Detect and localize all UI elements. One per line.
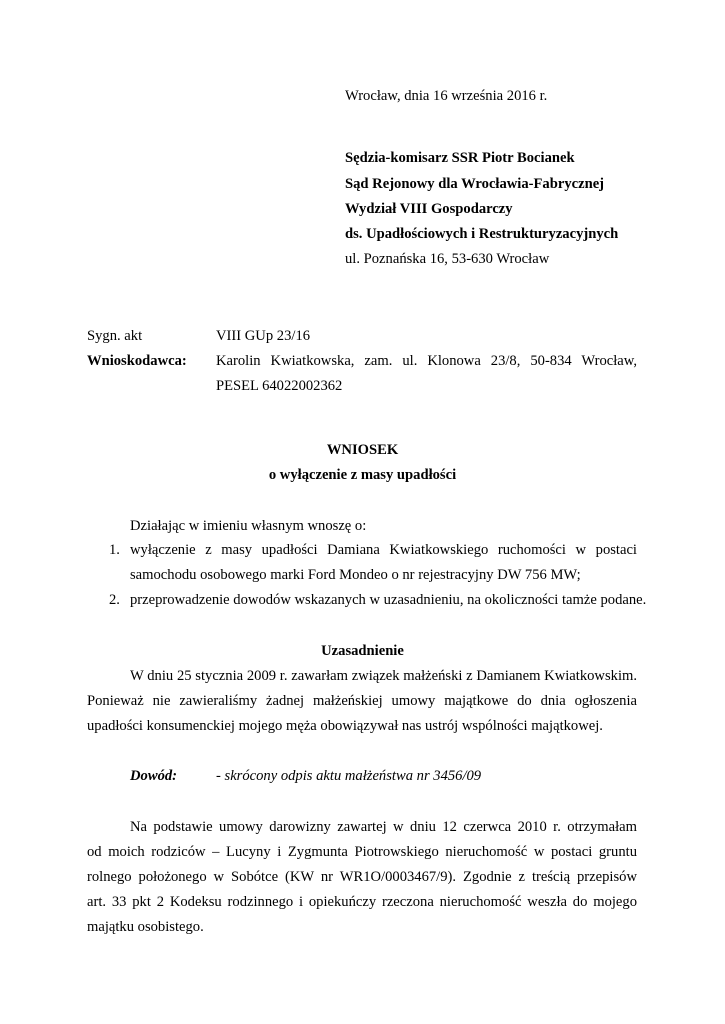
request-1-number: 1. xyxy=(109,542,120,558)
case-number-value: VIII GUp 23/16 xyxy=(216,328,311,344)
request-2-line1: przeprowadzenie dowodów wskazanych w uzasadnieniu, na okoliczności tamże podane. xyxy=(130,592,647,608)
document-title: WNIOSEK xyxy=(326,442,399,458)
justification-heading: Uzasadnienie xyxy=(321,643,404,659)
applicant-label: Wnioskodawca: xyxy=(87,353,187,369)
justification-p1-line2: Ponieważ nie zawieraliśmy żadnej małżeńskiej umowy majątkowe do dnia ogłoszenia xyxy=(87,693,637,709)
justification-p2-line1: Na podstawie umowy darowizny zawartej w dniu 12 czerwca 2010 r. otrzymałam xyxy=(130,819,637,835)
request-1-line1: wyłączenie z masy upadłości Damiana Kwiatkowskiego ruchomości w postaci xyxy=(130,542,637,558)
addressee-court: Sąd Rejonowy dla Wrocławia-Fabrycznej xyxy=(345,176,605,192)
addressee-division: Wydział VIII Gospodarczy xyxy=(345,201,513,217)
applicant-value-line2: PESEL 64022002362 xyxy=(216,378,343,394)
justification-p1-line1: W dniu 25 stycznia 2009 r. zawarłam związek małżeński z Damianem Kwiatkowskim. xyxy=(130,668,637,684)
request-2-number: 2. xyxy=(109,592,120,608)
applicant-value-line1: Karolin Kwiatkowska, zam. ul. Klonowa 23/8, 50-834 Wrocław, xyxy=(216,353,637,369)
addressee-address: ul. Poznańska 16, 53-630 Wrocław xyxy=(345,251,550,267)
justification-p1-line3: upadłości konsumenckiej mojego męża obowiązywał nas ustrój wspólności majątkowej. xyxy=(87,718,603,734)
place-date: Wrocław, dnia 16 września 2016 r. xyxy=(345,88,548,104)
justification-p2-line4: art. 33 pkt 2 Kodeksu rodzinnego i opiekuńczy rzeczona nieruchomość weszła do mojego xyxy=(87,894,637,910)
request-1-line2: samochodu osobowego marki Ford Mondeo o nr rejestracyjny DW 756 MW; xyxy=(130,567,581,583)
requests-intro: Działając w imieniu własnym wnoszę o: xyxy=(130,518,367,534)
justification-p2-line3: rolnego położonego w Sobótce (KW nr WR1O/0003467/9). Zgodnie z treścią przepisów xyxy=(87,869,637,885)
addressee-department: ds. Upadłościowych i Restrukturyzacyjnych xyxy=(345,226,619,242)
justification-p2-line5: majątku osobistego. xyxy=(87,919,204,935)
document-subtitle: o wyłączenie z masy upadłości xyxy=(268,467,457,483)
evidence-value: - skrócony odpis aktu małżeństwa nr 3456/09 xyxy=(216,768,482,784)
addressee-judge: Sędzia-komisarz SSR Piotr Bocianek xyxy=(345,150,575,166)
case-number-label: Sygn. akt xyxy=(87,328,143,344)
evidence-label: Dowód: xyxy=(130,768,178,784)
justification-p2-line2: od moich rodziców – Lucyny i Zygmunta Piotrowskiego nieruchomość w postaci gruntu xyxy=(87,844,637,860)
